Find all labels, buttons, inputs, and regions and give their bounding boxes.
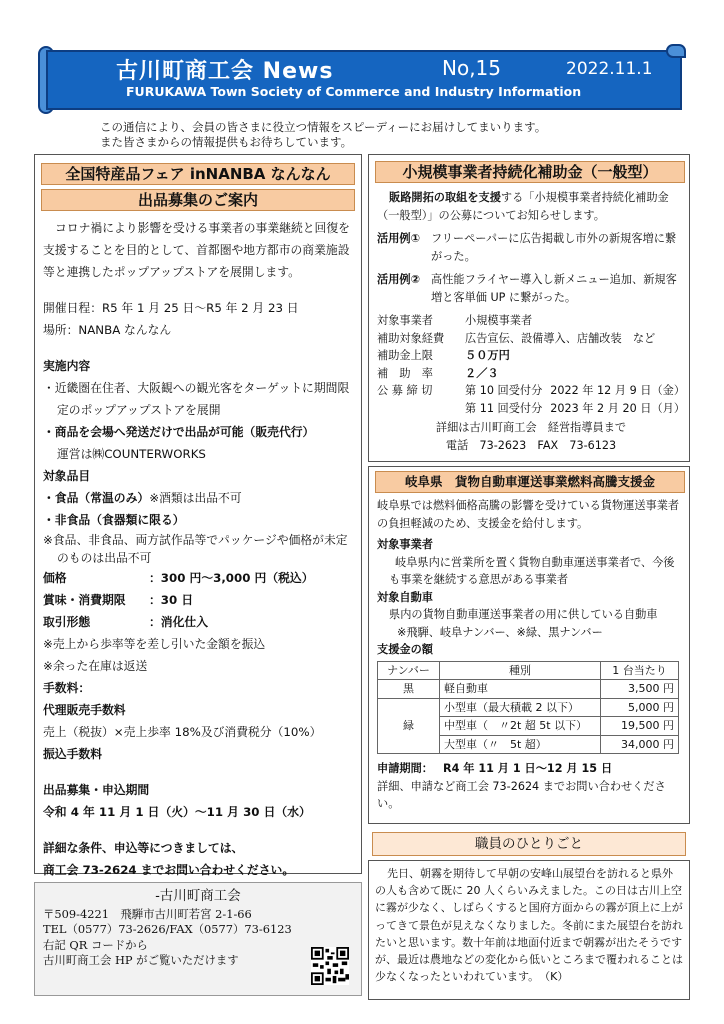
fair-closing-1: 詳細な条件、申込等につきましては、 xyxy=(43,841,244,855)
subsidy-contact-1: 詳細は古川町商工会 経営指導員まで xyxy=(435,421,627,434)
item-note: ※食品、非食品、両方試作品等でパッケージや価格が未定のものは出品不可 xyxy=(43,533,348,565)
intro-line-1: この通信により、会員の皆さまに役立つ情報をスピーディーにお届けしてまいります。 xyxy=(100,120,547,134)
trade-row: 取引形態 ：消化仕入 xyxy=(43,615,208,629)
example-1: 活用例① フリーペーパーに広告掲載し市外の新規客増に繋がった。 xyxy=(377,232,677,263)
issue-number: No,15 xyxy=(442,56,502,80)
table-header: 1 台当たり xyxy=(601,661,679,680)
trade-note-2: ※余った在庫は返送 xyxy=(43,659,148,673)
subsidy-limit: 補助金上限 ５０万円 xyxy=(377,349,510,362)
subsidy-lead: 販路開拓の取組を支援する「小規模事業者持続化補助金（一般型）」の公募についてお知らせします。 xyxy=(377,191,669,222)
table-header: 種別 xyxy=(440,661,601,680)
truck-intro: 岐阜県では燃料価格高騰の影響を受けている貨物運送事業者の負担軽減のため、支援金を給付します。 xyxy=(377,499,680,530)
agency-fee-text: 売上（税抜）×売上歩率 18%及び消費税分（10%） xyxy=(43,725,322,739)
subsidy-section xyxy=(368,154,690,462)
fair-title: 全国特産品フェア inNANBA なんなん xyxy=(41,163,355,185)
trade-note-1: ※売上から歩率等を差し引いた金額を振込 xyxy=(43,637,266,651)
fair-closing-2: 商工会 73-2624 までお問い合わせください。 xyxy=(43,863,295,877)
table-header-row xyxy=(378,661,679,680)
subsidy-expense: 補助対象経費 広告宣伝、設備導入、店舗改装 など xyxy=(377,331,656,345)
table-header: ナンバー xyxy=(378,661,440,680)
contact-box xyxy=(34,882,362,996)
staff-note-title: 職員のひとりごと xyxy=(372,832,686,856)
amount-table xyxy=(377,661,679,755)
issue-date: 2022.11.1 xyxy=(566,59,653,79)
fair-dates: 開催日程：R5 年 1 月 25 日～R5 年 2 月 23 日 xyxy=(43,301,299,315)
subsidy-deadline-2: 第 11 回受付分 2023 年 2 月 20 日（月） xyxy=(465,401,686,415)
intro-line-2: また皆さまからの情報提供もお待ちしています。 xyxy=(100,135,353,149)
staff-note-box xyxy=(368,860,690,1000)
fair-intro: コロナ禍により影響を受ける事業者の事業継続と回復を支援することを目的として、首都圏や地方都市の商業施設等と連携したポップアップストアを展開します。 xyxy=(43,221,350,279)
subsidy-rate: 補 助 率 ２／３ xyxy=(377,366,499,380)
truck-title: 岐阜県 貨物自動車運送事業燃料高騰支援金 xyxy=(375,471,685,493)
truck-amount-heading: 支援金の額 xyxy=(377,643,433,656)
item-nonfood: ・非食品（食器類に限る） xyxy=(43,513,185,527)
price-row: 価格 ：300 円～3,000 円（税込） xyxy=(43,571,314,585)
truck-body xyxy=(377,497,685,813)
subsidy-deadline-1: 公 募 締 切 第 10 回受付分 2022 年 12 月 9 日（金） xyxy=(377,384,686,397)
fair-place: 場所：NANBA なんなん xyxy=(43,323,172,337)
period-heading: 出品募集・申込期間 xyxy=(43,783,150,797)
subsidy-body xyxy=(377,189,685,454)
scroll-top-ornament xyxy=(666,44,686,58)
table-row: 黒 軽自動車 3,500 円 xyxy=(378,680,679,699)
fair-subtitle: 出品募集のご案内 xyxy=(41,189,355,211)
truck-vehicle-heading: 対象自動車 xyxy=(377,590,433,604)
newsletter-subtitle: FURUKAWA Town Society of Commerce and Industry Information xyxy=(126,84,582,99)
transfer-fee-heading: 振込手数料 xyxy=(43,747,102,761)
item-food: ・食品（常温のみ）※酒類は出品不可 xyxy=(43,491,242,505)
content-item-2: ・商品を会場へ発送だけで出品が可能（販売代行） xyxy=(43,425,315,439)
subsidy-title: 小規模事業者持続化補助金（一般型） xyxy=(375,161,685,183)
contact-address: 〒509-4221 飛騨市古川町若宮 2-1-66 xyxy=(43,906,252,921)
table-row: 中型車（ 〃2t 超 5t 以下） 19,500 円 xyxy=(378,717,679,736)
truck-apply-period: 申請期間： R4 年 11 月 1 日～12 月 15 日 xyxy=(377,762,613,775)
truck-support-section xyxy=(368,466,690,824)
agency-fee-heading: 代理販売手数料 xyxy=(43,703,126,717)
example-2: 活用例② 高性能フライヤー導入し新メニュー追加、新規客増と客単価 UP に繋がった。 xyxy=(377,273,677,304)
contact-qr-text-1: 右記 QR コードから xyxy=(43,937,148,952)
fair-body xyxy=(43,217,357,881)
truck-vehicle-text: 県内の貨物自動車運送事業者の用に供している自動車 xyxy=(389,608,658,621)
content-heading: 実施内容 xyxy=(43,359,91,373)
truck-vehicle-note: ※飛騨、岐阜ナンバー、※緑、黒ナンバー xyxy=(397,625,603,639)
staff-note-body: 先日、朝霧を期待して早朝の安峰山展望台を訪れると県外の人も含めて既に 20 人くらいみえました。この日は古川上空に霧が少なく、しばらくすると国府方面からの霧が頂上に上がってきて景色が見えなくなりました。冬前にまた展望台を訪れたいと思います。数十年前は地面付近まで朝霧が出たそうですが、最近は農地などの変化から低いところまで覆われることは少なくなったといわれています。 （K） xyxy=(375,867,683,984)
qr-code-icon[interactable] xyxy=(311,947,349,985)
contact-tel: TEL（0577）73-2626/FAX（0577）73-6123 xyxy=(43,922,292,936)
items-heading: 対象品目 xyxy=(43,469,91,483)
intro-text xyxy=(100,120,660,150)
expiry-row: 賞味・消費期限 ：30 日 xyxy=(43,593,194,607)
table-row: 緑 小型車（最大積載 2 以下） 5,000 円 xyxy=(378,698,679,717)
newsletter-title: 古川町商工会 News xyxy=(116,59,334,84)
contact-qr-text-2: 古川町商工会 HP がご覧いただけます xyxy=(43,953,239,967)
truck-closing: 詳細、申請など商工会 73-2624 までお問い合わせください。 xyxy=(377,779,666,810)
subsidy-contact-2: 電話 73-2623 FAX 73-6123 xyxy=(445,438,617,452)
header-banner xyxy=(38,44,686,114)
fair-section xyxy=(34,154,362,877)
period-value: 令和 4 年 11 月 1 日（火）～11 月 30 日（水） xyxy=(43,805,311,819)
content-item-3: 運営は㈱COUNTERWORKS xyxy=(57,447,206,461)
truck-target-text: 岐阜県内に営業所を置く貨物自動車運送事業者で、今後も事業を継続する意思がある事業者 xyxy=(389,555,675,586)
fee-heading: 手数料： xyxy=(43,681,91,695)
subsidy-target: 対象事業者 小規模事業者 xyxy=(377,314,533,327)
table-row: 大型車（〃 5t 超） 34,000 円 xyxy=(378,735,679,754)
truck-target-heading: 対象事業者 xyxy=(377,538,433,551)
content-item-1: ・近畿圏在住者、大阪観への観光客をターゲットに期間限定のポップアップストアを展開 xyxy=(43,381,350,417)
contact-title: -古川町商工会 xyxy=(155,888,241,904)
